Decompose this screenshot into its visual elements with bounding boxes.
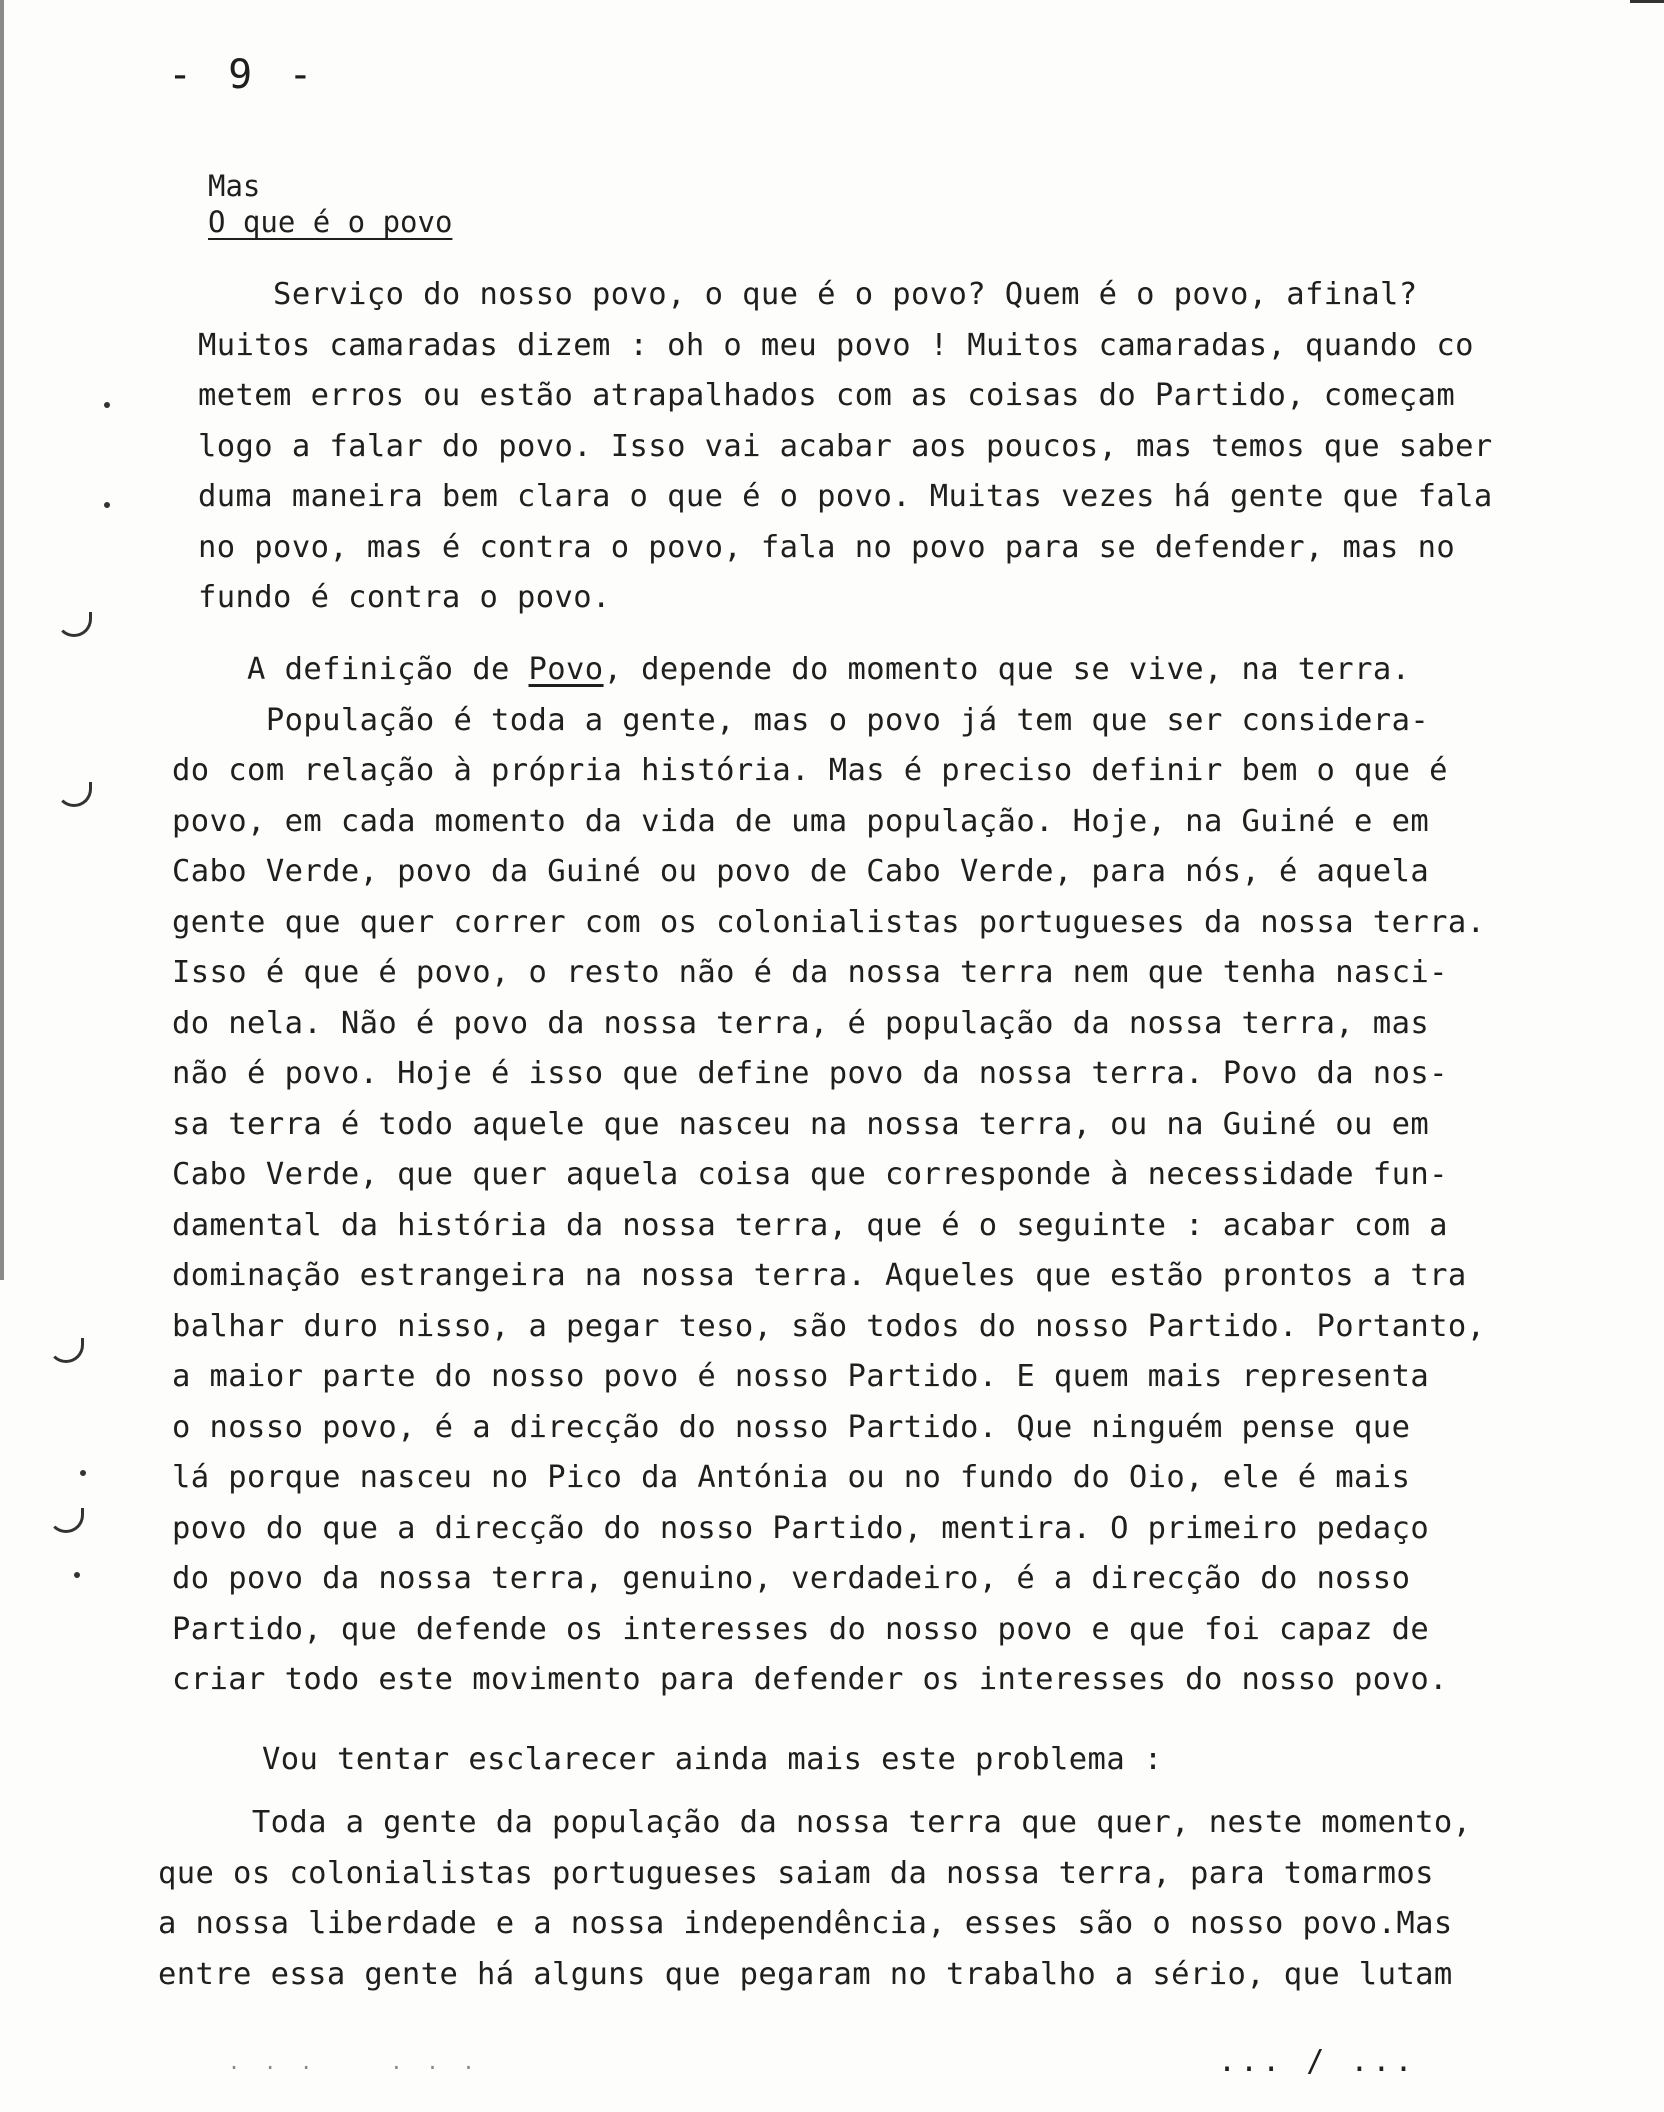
paragraph-1 — [198, 270, 1493, 624]
text-line: povo, em cada momento da vida de uma população. Hoje, na Guiné e em — [172, 803, 1430, 839]
text-line: damental da história da nossa terra, que é o seguinte : acabar com a — [172, 1207, 1448, 1243]
text-line: logo a falar do povo. Isso vai acabar aos poucos, mas temos que saber — [198, 428, 1493, 464]
scan-corner-mark — [1630, 0, 1664, 3]
margin-mark — [56, 612, 92, 637]
underlined-term: Povo — [528, 652, 604, 687]
text-line: não é povo. Hoje é isso que define povo da nossa terra. Povo da nos- — [172, 1056, 1448, 1091]
paragraph-4 — [158, 1798, 1471, 2000]
heading-intro: Mas — [208, 169, 261, 203]
text-line: metem erros ou estão atrapalhados com as coisas do Partido, começam — [198, 378, 1456, 413]
text-line: gente que quer correr com os colonialistas portugueses da nossa terra. — [172, 904, 1486, 940]
paragraph-3 — [262, 1735, 1163, 1786]
text-line: do com relação à própria história. Mas é preciso definir bem o que é — [172, 753, 1448, 788]
margin-mark — [56, 782, 92, 807]
text-line: entre essa gente há alguns que pegaram no trabalho a sério, que lutam — [158, 1956, 1453, 1992]
text-line: dominação estrangeira na nossa terra. Aqueles que estão prontos a tra — [172, 1258, 1467, 1293]
text-line: sa terra é todo aquele que nasceu na nossa terra, ou na Guiné ou em — [172, 1106, 1430, 1142]
scan-artifact: . . . . . . — [228, 2050, 481, 2074]
text-line: Cabo Verde, povo da Guiné ou povo de Cabo Verde, para nós, é aquela — [172, 854, 1430, 889]
text-line: balhar duro nisso, a pegar teso, são todos do nosso Partido. Portanto, — [172, 1308, 1486, 1344]
text-line: fundo é contra o povo. — [198, 580, 611, 615]
scan-edge — [0, 0, 4, 1280]
text-line-definition — [172, 645, 1485, 696]
text-line: Muitos camaradas dizem : oh o meu povo ! Muitos camaradas, quando co — [198, 327, 1474, 363]
text-fragment: , depende do momento que se vive, na terra. — [603, 652, 1411, 687]
text-line: Isso é que é povo, o resto não é da nossa terra nem que tenha nasci- — [172, 955, 1448, 990]
text-line: Cabo Verde, que quer aquela coisa que corresponde à necessidade fun- — [172, 1157, 1448, 1192]
paragraph-2 — [172, 645, 1485, 1706]
page-number: - 9 - — [168, 52, 319, 98]
text-line: Toda a gente da população da nossa terra que quer, neste momento, — [158, 1805, 1472, 1840]
margin-dot — [104, 402, 110, 408]
text-line: do povo da nossa terra, genuino, verdadeiro, é a direcção do nosso — [172, 1561, 1411, 1596]
margin-dot — [74, 1572, 80, 1578]
text-fragment: A definição de — [172, 652, 529, 687]
text-line: o nosso povo, é a direcção do nosso Partido. Que ninguém pense que — [172, 1409, 1411, 1445]
text-line: População é toda a gente, mas o povo já tem que ser considera- — [172, 702, 1430, 738]
continuation-marker: ... / ... — [1218, 2044, 1417, 2079]
margin-mark — [48, 1508, 84, 1533]
text-line: que os colonialistas portugueses saiam da nossa terra, para tomarmos — [158, 1855, 1434, 1891]
text-line: Serviço do nosso povo, o que é o povo? Quem é o povo, afinal? — [198, 277, 1418, 312]
margin-dot — [104, 502, 110, 508]
text-line: lá porque nasceu no Pico da Antónia ou no fundo do Oio, ele é mais — [172, 1460, 1411, 1495]
text-line: duma maneira bem clara o que é o povo. Muitas vezes há gente que fala — [198, 479, 1493, 514]
section-title: O que é o povo — [208, 205, 453, 239]
margin-mark — [48, 1338, 84, 1363]
text-line: no povo, mas é contra o povo, fala no povo para se defender, mas no — [198, 529, 1456, 565]
text-line: do nela. Não é povo da nossa terra, é população da nossa terra, mas — [172, 1005, 1430, 1041]
margin-dot — [80, 1470, 86, 1476]
text-line: Partido, que defende os interesses do nosso povo e que foi capaz de — [172, 1611, 1430, 1647]
text-line: a maior parte do nosso povo é nosso Partido. E quem mais representa — [172, 1359, 1430, 1394]
text-line: criar todo este movimento para defender os interesses do nosso povo. — [172, 1662, 1448, 1697]
text-line: a nossa liberdade e a nossa independência, esses são o nosso povo.Mas — [158, 1906, 1453, 1941]
text-line: Vou tentar esclarecer ainda mais este problema : — [262, 1742, 1163, 1777]
text-line: povo do que a direcção do nosso Partido, mentira. O primeiro pedaço — [172, 1510, 1430, 1546]
